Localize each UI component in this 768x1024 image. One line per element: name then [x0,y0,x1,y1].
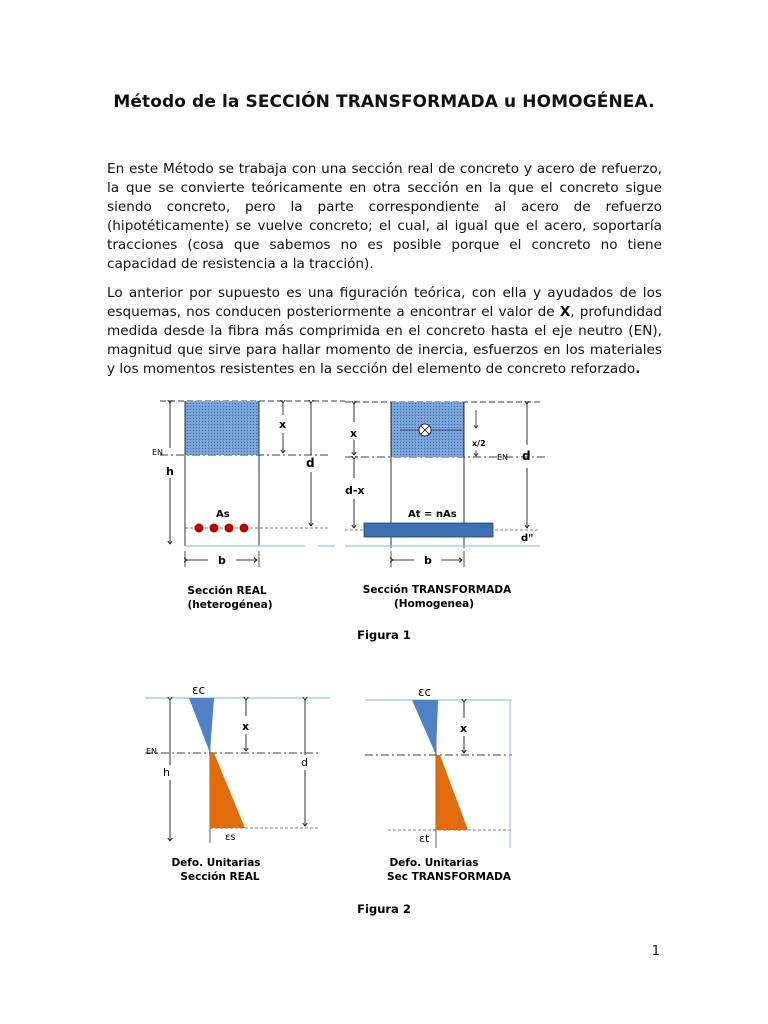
label-en-s: EN [146,747,158,756]
page-title: Método de la SECCIÓN TRANSFORMADA u HOMOGÉNEA. [113,92,655,112]
paragraph-explanation-text1: Lo anterior por supuesto es una figuración teórica, con ella y ayudados de los esquemas, nos conducen posteriormente a encontrar el valor de [107,285,662,320]
caption-transformed-line1: Sección TRANSFORMADA [362,584,512,596]
figure1-caption: Figura 1 [357,628,411,642]
rebar-2 [210,524,219,533]
compression-strain-triangle [189,698,214,753]
label-h: h [166,465,174,478]
label-d-s: d [301,756,308,769]
paragraph-explanation-text2: , profundidad medida desde la fibra más comprimida en el concreto hasta el eje neutro (EN), magnitud que sirve para hallar momento de inercia, esfuerzos en los materiales y los momentos resistentes en la sección del elemento de concreto reforzado [107,304,663,377]
label-x-s: x [242,720,250,733]
label-d: d [306,456,315,470]
label-en-t: EN [497,453,509,462]
label-x: x [279,418,287,431]
caption-transformed-line2: (Homogenea) [393,598,475,610]
page-number: 1 [651,944,660,959]
label-at: At = nAs [408,509,457,520]
label-ec-t: εc [418,685,432,699]
figure2-real-strains [145,683,330,883]
tension-strain-triangle-t [436,755,468,830]
label-et: εt [419,832,430,845]
label-x-t: x [350,427,358,440]
compression-zone [185,401,259,455]
label-ec: εc [192,683,206,697]
figure1-real-section [152,401,345,611]
figure2-caption: Figura 2 [357,902,411,916]
label-as: As [216,509,230,520]
transformed-steel-area [364,523,493,537]
caption-strain-real-line2: Sección REAL [180,871,260,883]
paragraph-intro: En este Método se trabaja con una sección real de concreto y acero de refuerzo, la que se convierte teóricamente en otra sección en la que el concreto sigue siendo concreto, pero la parte correspondiente al acero de refuerzo (hipotéticamente) se vuelve concreto; el cual, al igual que el acero, soportaría tracciones (cosa que sabemos no es posible porque el concreto no tiene capacidad de resistencia a la tracción). [107,161,662,272]
caption-real-line1: Sección REAL [187,585,267,597]
label-x2: x/2 [472,439,486,448]
rebar-4 [240,524,249,533]
label-b: b [218,554,226,567]
figure2-transformed-strains [365,685,512,883]
label-dx: d-x [345,484,365,497]
tension-strain-triangle [210,753,245,828]
caption-strain-t-line1: Defo. Unitarias [389,857,479,869]
label-x-ts: x [460,722,468,735]
paragraph-explanation-end: . [635,361,641,377]
caption-strain-real-line1: Defo. Unitarias [171,857,261,869]
label-b-t: b [424,554,432,567]
label-d-double-prime: d" [521,533,534,544]
rebar-1 [195,524,204,533]
figure1-transformed-section [345,402,545,610]
label-en: EN [152,448,164,457]
label-d-t: d [522,449,531,463]
paragraph-explanation-x: X [559,304,571,320]
caption-strain-t-line2: Sec TRANSFORMADA [387,871,511,883]
caption-real-line2: (heterogénea) [187,599,273,611]
rebar-3 [225,524,234,533]
compression-strain-triangle-t [412,700,438,755]
label-h-s: h [163,766,170,779]
label-es: εs [225,832,236,843]
